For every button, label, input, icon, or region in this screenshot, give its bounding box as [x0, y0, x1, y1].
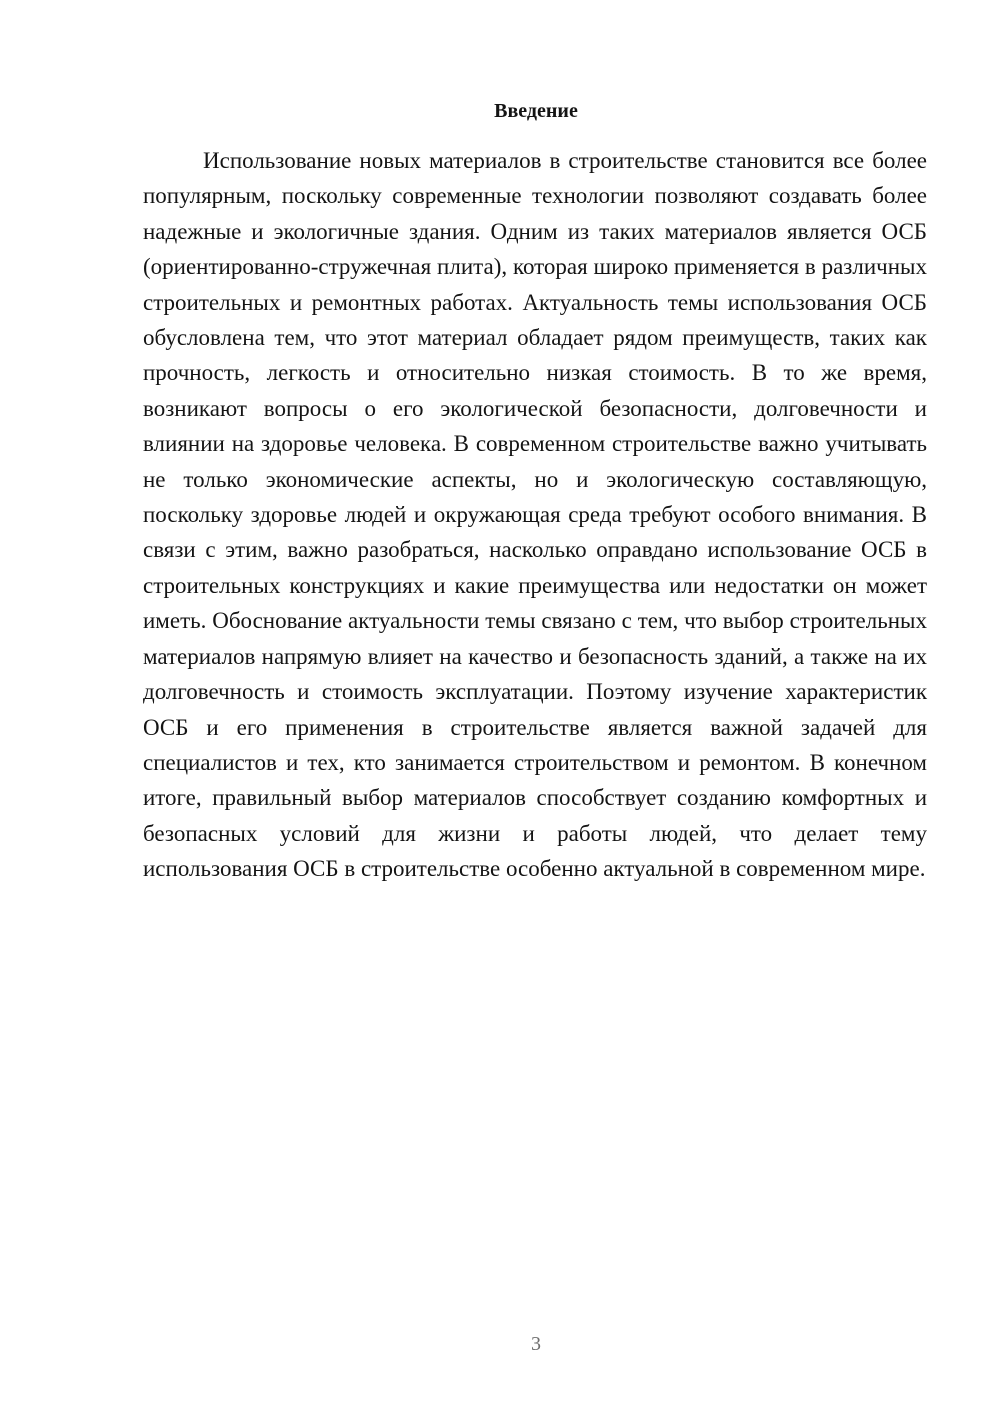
section-heading: Введение	[494, 100, 578, 122]
page-number: 3	[531, 1333, 541, 1355]
body-paragraph: Использование новых материалов в строительстве становится все более популярным, поскольку современные технологии позволяют создавать более надежные и экологичные здания. Одним из таких материалов является ОСБ (ориентированно-стружечная плита), которая широко применяется в различных строительных и ремонтных работах. Актуальность темы использования ОСБ обусловлена тем, что этот материал обладает рядом преимуществ, таких как прочность, легкость и относительно низкая стоимость. В то же время, возникают вопросы о его экологической безопасности, долговечности и влиянии на здоровье человека. В современном строительстве важно учитывать не только экономические аспекты, но и экологическую составляющую, поскольку здоровье людей и окружающая среда требуют особого внимания. В связи с этим, важно разобраться, насколько оправдано использование ОСБ в строительных конструкциях и какие преимущества или недостатки он может иметь. Обоснование актуальности темы связано с тем, что выбор строительных материалов напрямую влияет на качество и безопасность зданий, а также на их долговечность и стоимость эксплуатации. Поэтому изучение характеристик ОСБ и его применения в строительстве является важной задачей для специалистов и тех, кто занимается строительством и ремонтом. В конечном итоге, правильный выбор материалов способствует созданию комфортных и безопасных условий для жизни и работы людей, что делает тему использования ОСБ в строительстве особенно актуальной в современном мире.	[143, 148, 927, 882]
